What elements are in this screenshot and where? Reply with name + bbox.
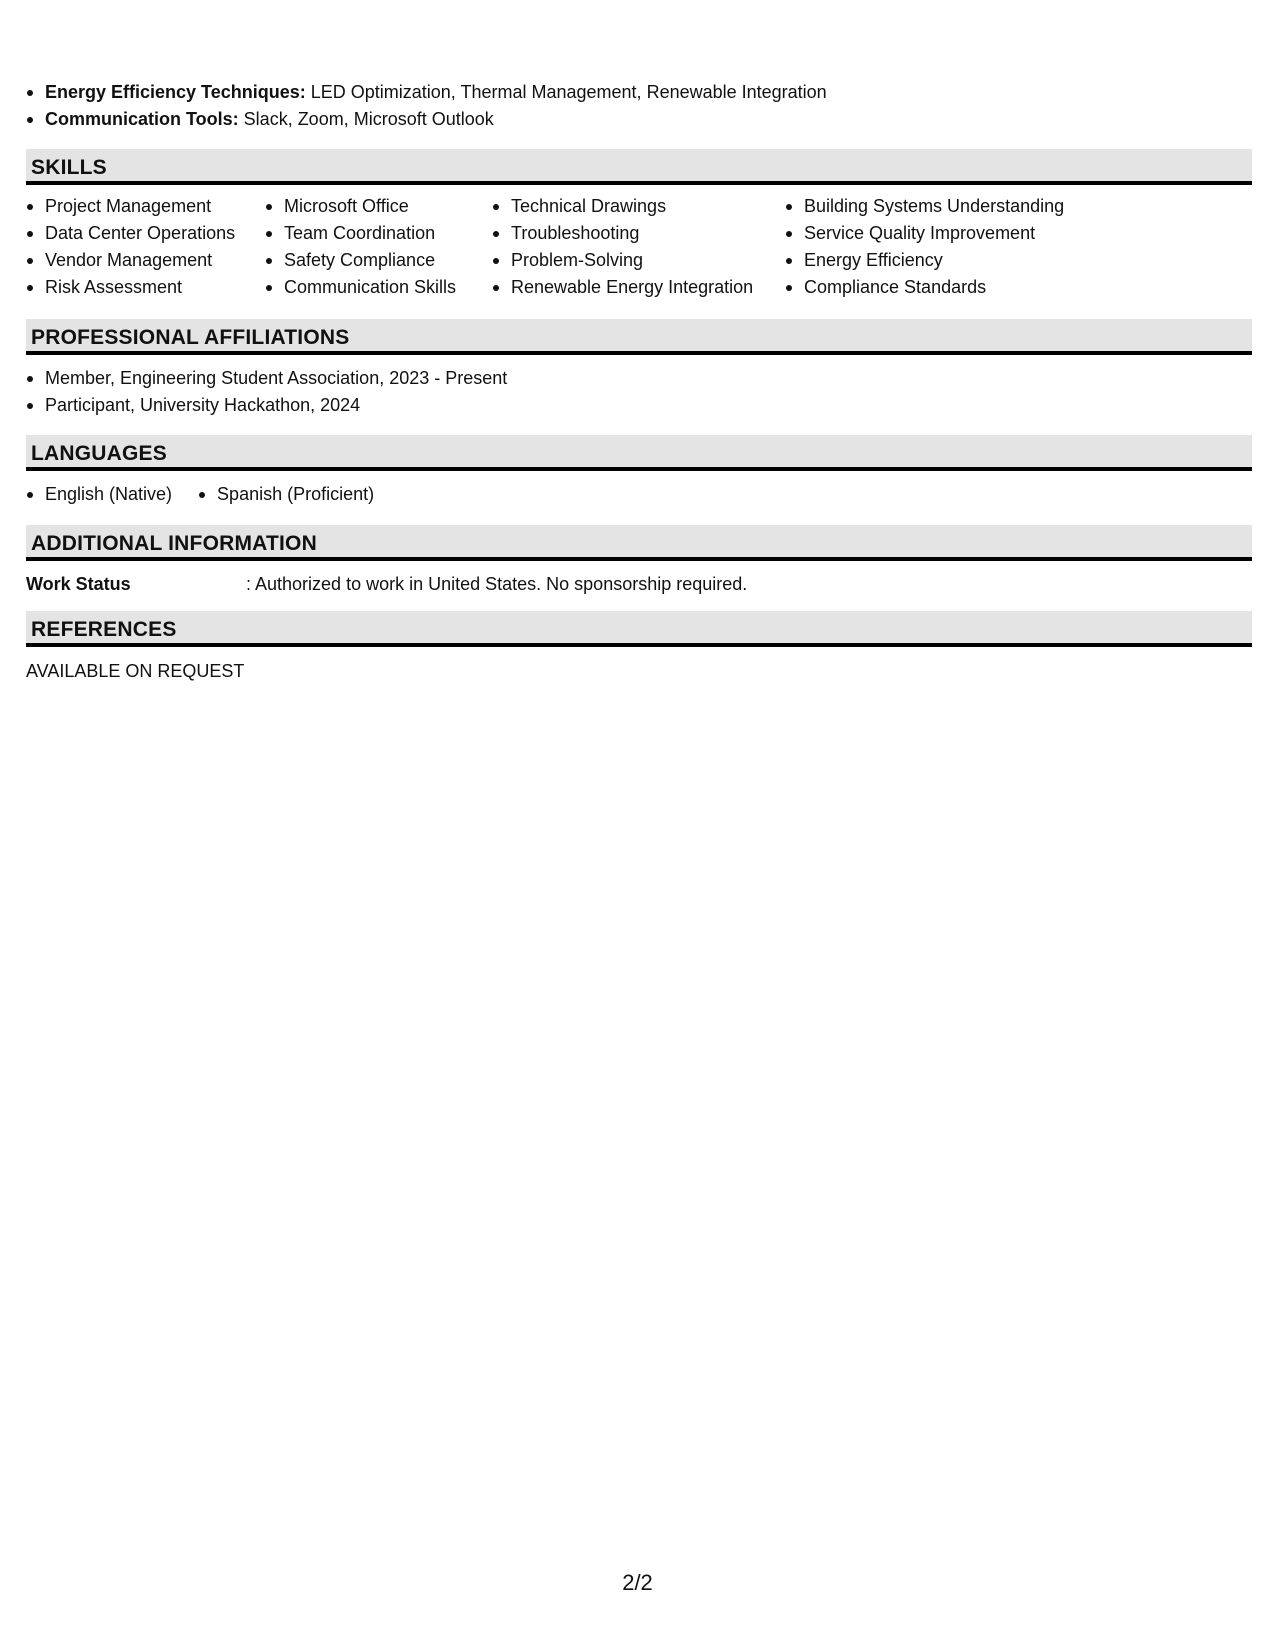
work-status-label: Work Status bbox=[26, 574, 131, 594]
additional-info-heading: ADDITIONAL INFORMATION bbox=[26, 525, 1252, 561]
skills-column bbox=[785, 193, 1085, 301]
skill-item: Compliance Standards bbox=[785, 274, 1085, 301]
language-item: Spanish (Proficient) bbox=[198, 481, 374, 508]
skill-item: Service Quality Improvement bbox=[785, 220, 1085, 247]
skill-item: Data Center Operations bbox=[26, 220, 265, 247]
references-text: AVAILABLE ON REQUEST bbox=[26, 661, 245, 681]
page-number: 2/2 bbox=[622, 1570, 653, 1595]
technical-details-list bbox=[26, 79, 827, 133]
language-item: English (Native) bbox=[26, 481, 172, 508]
languages-heading: LANGUAGES bbox=[26, 435, 1252, 471]
skill-item: Project Management bbox=[26, 193, 265, 220]
list-item bbox=[26, 79, 827, 106]
skills-heading: SKILLS bbox=[26, 149, 1252, 185]
skill-item: Communication Skills bbox=[265, 274, 492, 301]
skill-item: Problem-Solving bbox=[492, 247, 785, 274]
skill-item: Vendor Management bbox=[26, 247, 265, 274]
work-status-value: : Authorized to work in United States. No sponsorship required. bbox=[246, 574, 748, 594]
skill-item: Risk Assessment bbox=[26, 274, 265, 301]
skill-item: Building Systems Understanding bbox=[785, 193, 1085, 220]
affiliation-item: Member, Engineering Student Association, 2023 - Present bbox=[26, 365, 507, 392]
skills-column bbox=[492, 193, 785, 301]
skill-item: Safety Compliance bbox=[265, 247, 492, 274]
list-item bbox=[26, 106, 827, 133]
skills-column bbox=[265, 193, 492, 301]
skills-grid bbox=[26, 193, 1252, 301]
skill-item: Technical Drawings bbox=[492, 193, 785, 220]
item-label: Energy Efficiency Techniques: bbox=[45, 82, 306, 102]
references-heading: REFERENCES bbox=[26, 611, 1252, 647]
item-value: LED Optimization, Thermal Management, Renewable Integration bbox=[305, 82, 827, 102]
skills-column bbox=[26, 193, 265, 301]
skill-item: Energy Efficiency bbox=[785, 247, 1085, 274]
item-value: Slack, Zoom, Microsoft Outlook bbox=[238, 109, 494, 129]
skill-item: Renewable Energy Integration bbox=[492, 274, 785, 301]
item-label: Communication Tools: bbox=[45, 109, 239, 129]
affiliation-item: Participant, University Hackathon, 2024 bbox=[26, 392, 507, 419]
affiliations-list bbox=[26, 365, 507, 419]
skill-item: Troubleshooting bbox=[492, 220, 785, 247]
affiliations-heading: PROFESSIONAL AFFILIATIONS bbox=[26, 319, 1252, 355]
skill-item: Team Coordination bbox=[265, 220, 492, 247]
languages-list bbox=[26, 481, 400, 508]
skill-item: Microsoft Office bbox=[265, 193, 492, 220]
